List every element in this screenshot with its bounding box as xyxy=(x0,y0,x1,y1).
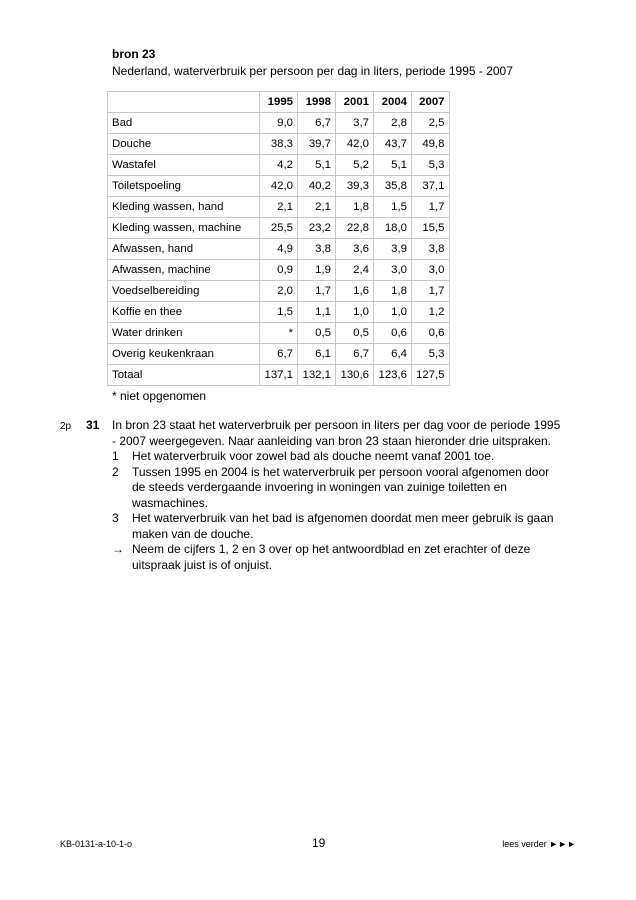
statement xyxy=(112,511,562,542)
table-row xyxy=(108,281,450,302)
row-value: 127,5 xyxy=(412,365,450,386)
statement-text: Tussen 1995 en 2004 is het waterverbruik per persoon vooral afgenomen door de steeds verdergaande invoering in woningen van zuinige toiletten en wasmachines. xyxy=(132,464,550,510)
table-footnote: * niet opgenomen xyxy=(112,389,207,403)
row-value: 37,1 xyxy=(412,176,450,197)
row-label: Wastafel xyxy=(108,155,260,176)
instruction-text: Neem de cijfers 1, 2 en 3 over op het antwoordblad en zet erachter of deze uitspraak juist is of onjuist. xyxy=(132,542,531,572)
table-row xyxy=(108,323,450,344)
row-value: 6,4 xyxy=(374,344,412,365)
statement-text: Het waterverbruik van het bad is afgenomen doordat men meer gebruik is gaan maken van de douche. xyxy=(132,511,554,541)
statement xyxy=(112,465,562,512)
question-points: 2p xyxy=(60,421,72,432)
row-value: 1,8 xyxy=(336,197,374,218)
row-value: 0,6 xyxy=(374,323,412,344)
row-value: 3,0 xyxy=(374,260,412,281)
row-value: 3,7 xyxy=(336,113,374,134)
row-value: 1,7 xyxy=(412,197,450,218)
row-value: 0,5 xyxy=(298,323,336,344)
table-header-row xyxy=(108,92,450,113)
row-value: 4,9 xyxy=(260,239,298,260)
row-value: 40,2 xyxy=(298,176,336,197)
row-value: 42,0 xyxy=(336,134,374,155)
table-row xyxy=(108,239,450,260)
row-label: Water drinken xyxy=(108,323,260,344)
row-value: 3,6 xyxy=(336,239,374,260)
statement xyxy=(112,449,562,465)
row-value: 1,0 xyxy=(336,302,374,323)
row-label: Douche xyxy=(108,134,260,155)
row-value: 5,1 xyxy=(298,155,336,176)
question-body xyxy=(112,418,562,573)
row-value: 15,5 xyxy=(412,218,450,239)
row-value: 2,8 xyxy=(374,113,412,134)
statement-number: 1 xyxy=(112,449,119,463)
row-value: * xyxy=(260,323,298,344)
row-value: 2,5 xyxy=(412,113,450,134)
row-value: 39,3 xyxy=(336,176,374,197)
row-value: 0,5 xyxy=(336,323,374,344)
row-value: 3,8 xyxy=(298,239,336,260)
table-row xyxy=(108,176,450,197)
arrow-right-icon: → xyxy=(112,542,124,556)
row-value: 123,6 xyxy=(374,365,412,386)
instruction xyxy=(112,542,562,573)
table-row xyxy=(108,344,450,365)
row-value: 49,8 xyxy=(412,134,450,155)
table-row xyxy=(108,260,450,281)
row-value: 2,1 xyxy=(260,197,298,218)
row-value: 132,1 xyxy=(298,365,336,386)
row-value: 2,4 xyxy=(336,260,374,281)
row-value: 0,6 xyxy=(412,323,450,344)
row-value: 1,5 xyxy=(260,302,298,323)
row-label: Toiletspoeling xyxy=(108,176,260,197)
header-corner xyxy=(108,92,260,113)
row-label: Bad xyxy=(108,113,260,134)
row-value: 1,5 xyxy=(374,197,412,218)
row-value: 18,0 xyxy=(374,218,412,239)
row-label: Koffie en thee xyxy=(108,302,260,323)
row-value: 4,2 xyxy=(260,155,298,176)
row-value: 1,9 xyxy=(298,260,336,281)
row-value: 43,7 xyxy=(374,134,412,155)
row-label: Kleding wassen, machine xyxy=(108,218,260,239)
row-value: 1,7 xyxy=(412,281,450,302)
header-year: 2007 xyxy=(412,92,450,113)
table-row xyxy=(108,155,450,176)
source-caption: Nederland, waterverbruik per persoon per dag in liters, periode 1995 - 2007 xyxy=(112,64,513,78)
header-year: 1998 xyxy=(298,92,336,113)
row-label: Voedselbereiding xyxy=(108,281,260,302)
header-year: 2001 xyxy=(336,92,374,113)
row-label: Afwassen, machine xyxy=(108,260,260,281)
row-value: 5,3 xyxy=(412,344,450,365)
row-value: 39,7 xyxy=(298,134,336,155)
row-value: 1,7 xyxy=(298,281,336,302)
header-year: 2004 xyxy=(374,92,412,113)
table-row xyxy=(108,113,450,134)
row-label: Overig keukenkraan xyxy=(108,344,260,365)
statement-text: Het waterverbruik voor zowel bad als douche neemt vanaf 2001 toe. xyxy=(132,449,495,463)
question-number: 31 xyxy=(86,418,100,432)
question-intro: In bron 23 staat het waterverbruik per persoon in liters per dag voor de periode 1995 - 2007 weergegeven. Naar aanleiding van bron 23 staan hieronder drie uitspraken. xyxy=(112,418,561,448)
row-label: Afwassen, hand xyxy=(108,239,260,260)
row-value: 1,6 xyxy=(336,281,374,302)
footer-code: KB-0131-a-10-1-o xyxy=(60,839,133,849)
row-value: 6,7 xyxy=(298,113,336,134)
header-year: 1995 xyxy=(260,92,298,113)
row-value: 6,7 xyxy=(260,344,298,365)
table-row xyxy=(108,134,450,155)
row-value: 3,9 xyxy=(374,239,412,260)
row-value: 23,2 xyxy=(298,218,336,239)
source-heading: bron 23 xyxy=(112,47,156,61)
row-value: 137,1 xyxy=(260,365,298,386)
row-value: 3,8 xyxy=(412,239,450,260)
row-label: Totaal xyxy=(108,365,260,386)
row-value: 22,8 xyxy=(336,218,374,239)
row-value: 42,0 xyxy=(260,176,298,197)
row-value: 5,1 xyxy=(374,155,412,176)
row-value: 2,0 xyxy=(260,281,298,302)
table-row xyxy=(108,197,450,218)
row-value: 9,0 xyxy=(260,113,298,134)
row-value: 6,7 xyxy=(336,344,374,365)
table-row xyxy=(108,218,450,239)
row-value: 1,8 xyxy=(374,281,412,302)
row-value: 35,8 xyxy=(374,176,412,197)
row-value: 6,1 xyxy=(298,344,336,365)
statement-number: 2 xyxy=(112,464,119,479)
row-value: 0,9 xyxy=(260,260,298,281)
row-value: 2,1 xyxy=(298,197,336,218)
row-value: 5,2 xyxy=(336,155,374,176)
statement-number: 3 xyxy=(112,511,119,525)
table-row xyxy=(108,302,450,323)
row-value: 25,5 xyxy=(260,218,298,239)
row-value: 1,0 xyxy=(374,302,412,323)
row-value: 130,6 xyxy=(336,365,374,386)
page-number: 19 xyxy=(312,836,326,850)
row-value: 5,3 xyxy=(412,155,450,176)
row-value: 1,2 xyxy=(412,302,450,323)
row-value: 38,3 xyxy=(260,134,298,155)
row-value: 1,1 xyxy=(298,302,336,323)
water-usage-table xyxy=(107,91,450,386)
row-value: 3,0 xyxy=(412,260,450,281)
continue-note: lees verder ►►► xyxy=(502,839,576,849)
table-row xyxy=(108,365,450,386)
row-label: Kleding wassen, hand xyxy=(108,197,260,218)
